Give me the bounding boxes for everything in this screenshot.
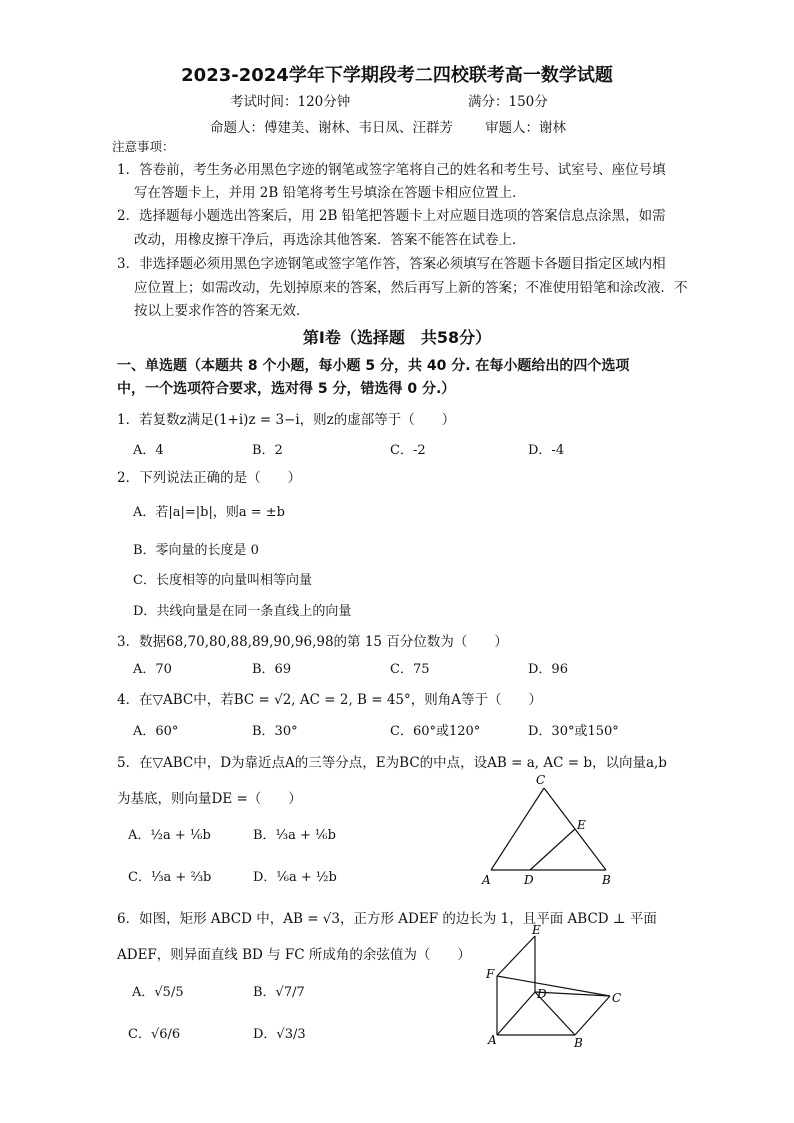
option-d: D．⅙a + ½b [253, 870, 337, 885]
option-a: A．√5/5 [132, 985, 184, 1000]
option-c: C．60°或120° [390, 724, 481, 739]
option-a: A．70 [133, 662, 172, 677]
option-c: C．-2 [390, 443, 426, 458]
option-b: B．√7/7 [253, 985, 305, 1000]
option-a: A．若|a|=|b|，则a = ±b [133, 505, 285, 520]
segment-de [530, 829, 575, 870]
point-label-a: A [488, 1033, 497, 1047]
edge-bc [575, 996, 610, 1035]
notice-line: 应位置上；如需改动，先划掉原来的答案，然后再写上新的答案；不准使用铅笔和涂改液．不 [134, 280, 688, 296]
option-a: A．60° [133, 724, 179, 739]
question-stem: 5．在▽ABC中，D为靠近点A的三等分点，E为BC的中点，设AB = a, AC = b，以向量a,b [117, 755, 667, 771]
exam-score: 满分：150分 [468, 94, 548, 110]
option-d: D．96 [528, 662, 568, 677]
notice-line: 2．选择题每小题选出答案后，用 2B 铅笔把答题卡上对应题目选项的答案信息点涂黑，如需 [117, 208, 666, 224]
edge-fe [497, 936, 535, 976]
option-c: C．长度相等的向量叫相等向量 [133, 573, 312, 588]
question-stem: 2．下列说法正确的是（ ） [117, 470, 302, 486]
triangle-figure [480, 772, 620, 890]
notice-line: 3．非选择题必须用黑色字迹钢笔或签字笔作答，答案必须填写在答题卡各题目指定区域内相 [117, 256, 666, 272]
notice-line: 按以上要求作答的答案无效． [134, 303, 310, 319]
notice-line: 改动，用橡皮擦干净后，再选涂其他答案．答案不能答在试卷上． [134, 232, 526, 248]
option-b: B．69 [252, 662, 292, 677]
option-b: B．2 [252, 443, 283, 458]
option-c: C．⅓a + ⅔b [128, 870, 212, 885]
question-stem: 6．如图，矩形 ABCD 中，AB = √3，正方形 ADEF 的边长为 1，且平面 ABCD ⊥ 平面 [117, 911, 657, 927]
point-label-d: D [537, 987, 547, 1001]
point-label-f: F [486, 967, 495, 981]
option-d: D．√3/3 [253, 1027, 306, 1042]
question-stem: 3．数据68,70,80,88,89,90,96,98的第 15 百分位数为（ ） [117, 634, 508, 650]
point-label-e: E [577, 818, 586, 832]
section-instructions: 中，一个选项符合要求，选对得 5 分，错选得 0 分.） [117, 381, 456, 397]
option-b: B．零向量的长度是 0 [133, 543, 259, 558]
option-b: B．30° [252, 724, 298, 739]
exam-title: 2023-2024学年下学期段考二四校联考高一数学试题 [181, 65, 613, 86]
notice-heading: 注意事项： [112, 139, 175, 154]
point-label-e: E [532, 923, 541, 937]
point-label-b: B [602, 873, 611, 887]
option-a: A．½a + ⅙b [128, 828, 211, 843]
question-stem: 为基底，则向量DE =（ ） [117, 791, 302, 807]
point-label-d: D [524, 873, 534, 887]
question-stem: ADEF，则异面直线 BD 与 FC 所成角的余弦值为（ ） [117, 947, 471, 963]
notice-line: 写在答题卡上，并用 2B 铅笔将考生号填涂在答题卡相应位置上． [134, 185, 526, 201]
exam-time: 考试时间：120分钟 [230, 94, 351, 110]
section-title: 第Ⅰ卷（选择题 共58分） [302, 328, 492, 347]
option-d: D．30°或150° [528, 724, 619, 739]
section-instructions: 一、单选题（本题共 8 个小题，每小题 5 分，共 40 分. 在每小题给出的四个选项 [117, 358, 630, 374]
option-b: B．⅓a + ⅙b [253, 828, 336, 843]
point-label-a: A [482, 873, 491, 887]
option-a: A．4 [133, 443, 164, 458]
point-label-c: C [612, 991, 622, 1005]
option-c: C．√6/6 [128, 1027, 181, 1042]
solid-figure [480, 920, 630, 1050]
option-d: D．-4 [528, 443, 565, 458]
notice-line: 1．答卷前，考生务必用黑色字迹的钢笔或签字笔将自己的姓名和考生号、试室号、座位号填 [117, 162, 666, 178]
exam-reviewer: 审题人：谢林 [485, 120, 566, 136]
point-label-c: C [536, 773, 546, 787]
question-stem: 1．若复数z满足(1+i)z = 3−i，则z的虚部等于（ ） [117, 412, 456, 428]
point-label-b: B [574, 1036, 583, 1050]
edge-ad [497, 992, 535, 1035]
option-c: C．75 [390, 662, 430, 677]
question-stem: 4．在▽ABC中，若BC = √2, AC = 2, B = 45°，则角A等于（ ） [117, 692, 543, 708]
edge-ac [491, 788, 544, 870]
exam-authors: 命题人：傅建美、谢林、韦日凤、汪群芳 [210, 120, 453, 136]
option-d: D．共线向量是在同一条直线上的向量 [133, 604, 352, 619]
